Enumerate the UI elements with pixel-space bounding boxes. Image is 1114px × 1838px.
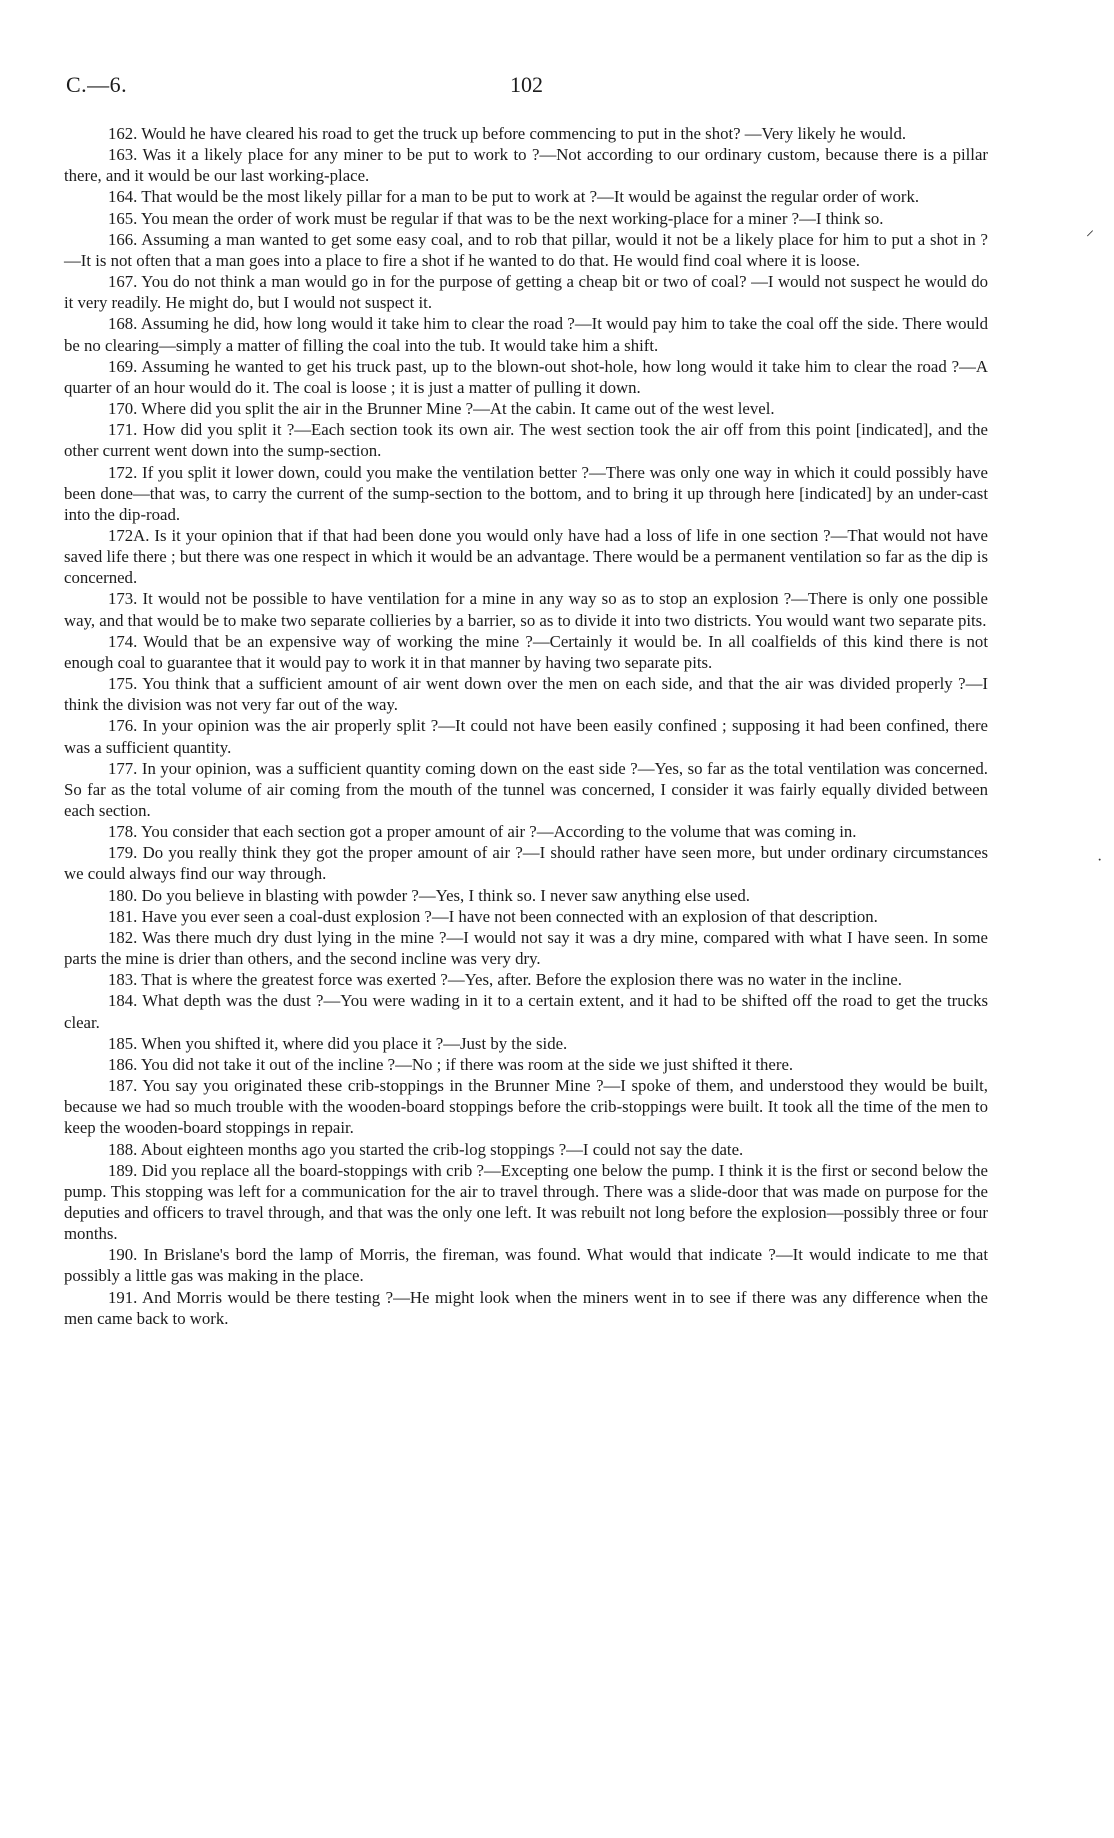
- question-paragraph: 190. In Brislane's bord the lamp of Morris, the fireman, was found. What would that indicate ?—It would indicate to me that possibly a little gas was making in the place.: [64, 1245, 988, 1286]
- question-paragraph: 172A. Is it your opinion that if that had been done you would only have had a loss of life in one section ?—That would not have saved life there ; but there was one respect in which it would be an advantage. There would be a permanent ventilation so far as the dip is concerned.: [64, 525, 988, 588]
- question-paragraph: 175. You think that a sufficient amount of air went down over the men on each side, and that the air was divided properly ?—I think the division was not very far out of the way.: [64, 674, 988, 715]
- margin-mark: ⸝: [1086, 222, 1095, 239]
- question-paragraph: 174. Would that be an expensive way of working the mine ?—Certainly it would be. In all coalfields of this kind there is not enough coal to guarantee that it would pay to work it in that manner by having two separate pits.: [64, 631, 988, 672]
- question-paragraph: 181. Have you ever seen a coal-dust explosion ?—I have not been connected with an explosion of that description.: [108, 906, 878, 926]
- question-paragraph: 186. You did not take it out of the incline ?—No ; if there was room at the side we just shifted it there.: [108, 1054, 794, 1074]
- question-paragraph: 179. Do you really think they got the proper amount of air ?—I should rather have seen more, but under ordinary circumstances we could always find our way through.: [64, 843, 988, 884]
- question-paragraph: 163. Was it a likely place for any miner to be put to work to ?—Not according to our ordinary custom, because there is a pillar there, and it would be our last working-place.: [64, 145, 988, 186]
- question-paragraph: 182. Was there much dry dust lying in the mine ?—I would not say it was a dry mine, compared with what I have seen. In some parts the mine is drier than others, and the second incline was very dry.: [64, 927, 988, 969]
- question-paragraph: 166. Assuming a man wanted to get some easy coal, and to rob that pillar, would it not be a likely place for him to put a shot in ?—It is not often that a man goes into a place to fire a shot if he wanted to do that. He would find coal where it is loose.: [64, 229, 988, 270]
- question-paragraph: 168. Assuming he did, how long would it take him to clear the road ?—It would pay him to take the coal off the side. There would be no clearing—simply a matter of filling the coal into the tub. It would take him a shift.: [64, 314, 988, 355]
- question-paragraph: 176. In your opinion was the air properly split ?—It could not have been easily confined ; supposing it had been confined, there was a sufficient quantity.: [64, 716, 988, 757]
- testimony-text: [64, 123, 988, 1329]
- question-paragraph: 180. Do you believe in blasting with powder ?—Yes, I think so. I never saw anything else used.: [108, 885, 750, 905]
- question-paragraph: 165. You mean the order of work must be regular if that was to be the next working-place for a miner ?—I think so.: [108, 208, 884, 228]
- question-paragraph: 173. It would not be possible to have ventilation for a mine in any way so as to stop an explosion ?—There is only one possible way, and that would be to make two separate collieries by a barrier, so as to divide it into two districts. You would want two separate pits.: [64, 589, 988, 630]
- question-paragraph: 187. You say you originated these crib-stoppings in the Brunner Mine ?—I spoke of them, and understood they would be built, because we had so much trouble with the wooden-board stoppings before the crib-stoppings were built. It took all the time of the men to keep the wooden-board stoppings in repair.: [64, 1076, 988, 1138]
- question-paragraph: 183. That is where the greatest force was exerted ?—Yes, after. Before the explosion there was no water in the incline.: [108, 970, 902, 990]
- question-paragraph: 178. You consider that each section got a proper amount of air ?—According to the volume that was coming in.: [108, 822, 857, 842]
- page-number: 102: [510, 72, 543, 97]
- question-paragraph: 184. What depth was the dust ?—You were wading in it to a certain extent, and it had to be shifted off the road to get the trucks clear.: [64, 991, 988, 1032]
- question-paragraph: 177. In your opinion, was a sufficient quantity coming down on the east side ?—Yes, so far as the total ventilation was concerned. So far as the total volume of air coming from the mouth of the tunnel was concerned, I consider it was fairly equally divided between each section.: [64, 758, 988, 820]
- question-paragraph: 188. About eighteen months ago you started the crib-log stoppings ?—I could not say the date.: [108, 1139, 744, 1159]
- question-paragraph: 172. If you split it lower down, could you make the ventilation better ?—There was only one way in which it could possibly have been done—that was, to carry the current of the sump-section to the bottom, and to bring it up through here [indicated] by an under-cast into the dip-road.: [64, 462, 988, 524]
- question-paragraph: 169. Assuming he wanted to get his truck past, up to the blown-out shot-hole, how long would it take him to clear the road ?—A quarter of an hour would do it. The coal is loose ; it is just a matter of pulling it down.: [64, 356, 988, 397]
- question-paragraph: 185. When you shifted it, where did you place it ?—Just by the side.: [108, 1033, 568, 1053]
- question-paragraph: 170. Where did you split the air in the Brunner Mine ?—At the cabin. It came out of the west level.: [108, 399, 775, 419]
- question-paragraph: 191. And Morris would be there testing ?—He might look when the miners went in to see if there was any difference when the men came back to work.: [64, 1287, 988, 1328]
- page-header: [0, 72, 1114, 102]
- margin-mark: ·: [1097, 852, 1103, 869]
- question-paragraph: 171. How did you split it ?—Each section took its own air. The west section took the air off from this point [indicated], and the other current went down into the sump-section.: [64, 420, 988, 461]
- question-paragraph: 189. Did you replace all the board-stoppings with crib ?—Excepting one below the pump. I think it is the first or second below the pump. This stopping was left for a communication for the air to travel through. There was a slide-door that was made on purpose for the deputies and officers to travel through, and that was the only one left. It was rebuilt not long before the explosion—possibly three or four months.: [64, 1160, 988, 1244]
- question-paragraph: 162. Would he have cleared his road to get the truck up before commencing to put in the shot? —Very likely he would.: [108, 124, 907, 143]
- question-paragraph: 164. That would be the most likely pillar for a man to be put to work at ?—It would be against the regular order of work.: [108, 187, 920, 207]
- question-paragraph: 167. You do not think a man would go in for the purpose of getting a cheap bit or two of coal? —I would not suspect he would do it very readily. He might do, but I would not suspect it.: [64, 272, 988, 313]
- series-label: C.—6.: [66, 72, 128, 97]
